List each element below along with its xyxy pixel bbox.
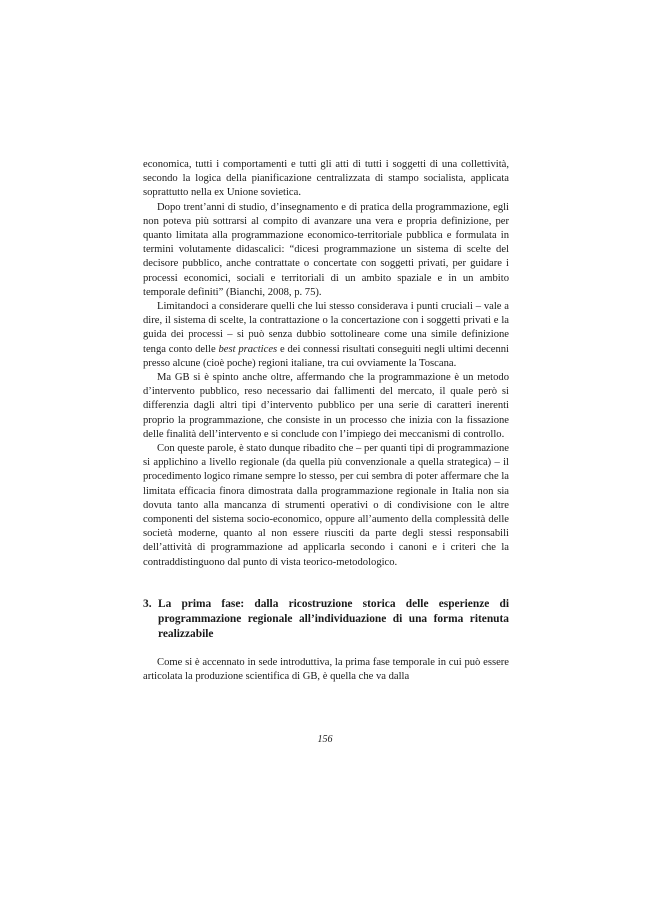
section-number: 3. <box>143 597 152 610</box>
page-content <box>143 158 509 684</box>
body-paragraph-2: Dopo trent’anni di studio, d’insegnamento e di pratica della programmazione, egli non poteva più sottrarsi al compito di avanzare una vera e propria definizione, per quanto limitata alla programmazione economico-territoriale pubblica e formulata in termini volutamente didascalici: “dicesi programmazione un sistema di scelte del decisore pubblico, anche contrattate o concertate con soggetti privati, per guidare i processi economici, sociali e territoriali di un ambito spaziale e in un ambito temporale definiti” (Bianchi, 2008, p. 75). <box>143 201 509 298</box>
section-heading <box>143 597 509 642</box>
body-paragraph-5: Con queste parole, è stato dunque ribadito che – per quanti tipi di programmazione si applichino a livello regionale (da quella più convenzionale a quella strategica) – il procedimento logico rimane sempre lo stesso, per cui sembra di poter affermare che la limitata efficacia finora dimostrata dalla programmazione regionale in Italia non sia dovuta tanto alla mancanza di strumenti operativi o di condivisione con le altre componenti del sistema socio-economico, oppure all’aumento della complessità delle società moderne, quanto al non essere riusciti da parte degli stessi responsabili dell’attività di programmazione ad applicarla secondo i canoni e i criteri che la contraddistinguono dal punto di vista teorico-metodologico. <box>143 443 509 568</box>
body-paragraph-4: Ma GB si è spinto anche oltre, affermando che la programmazione è un metodo d’intervento pubblico, reso necessario dai fallimenti del mercato, il quale però si differenzia dagli altri tipi d’intervento pubblico per una serie di caratteri inerenti proprio la programmazione, che consiste in un processo che inizia con la fissazione delle finalità dell’intervento e si conclude con l’impiego dei meccanismi di controllo. <box>143 372 509 440</box>
body-paragraph-1: economica, tutti i comportamenti e tutti gli atti di tutti i soggetti di una collettività, secondo la logica della pianificazione centralizzata di stampo socialista, applicata soprattutto nella ex Unione sovietica. <box>143 159 509 199</box>
section-first-paragraph: Come si è accennato in sede introduttiva, la prima fase temporale in cui può essere articolata la produzione scientifica di GB, è quella che va dalla <box>143 656 509 683</box>
section-title: La prima fase: dalla ricostruzione storica delle esperienze di programmazione regionale all’individuazione di una forma ritenuta realizzabile <box>158 597 509 640</box>
paragraph-3-text-after: e dei connessi risultati conseguiti negli ultimi decenni presso alcune (cioè poche) regioni italiane, tra cui ovviamente la Toscana. <box>143 343 509 369</box>
page-number: 156 <box>317 734 333 745</box>
paragraph-3-text-before: Limitandoci a considerare quelli che lui stesso considerava i punti cruciali – vale a dire, il sistema di scelte, la contrattazione o la concertazione con i soggetti privati e la guida dei processi – si può senza dubbio sottolineare come una simile definizione tenga conto delle <box>143 301 509 355</box>
body-paragraph-3 <box>143 300 509 371</box>
best-practices-emphasis: best practices <box>218 343 278 355</box>
